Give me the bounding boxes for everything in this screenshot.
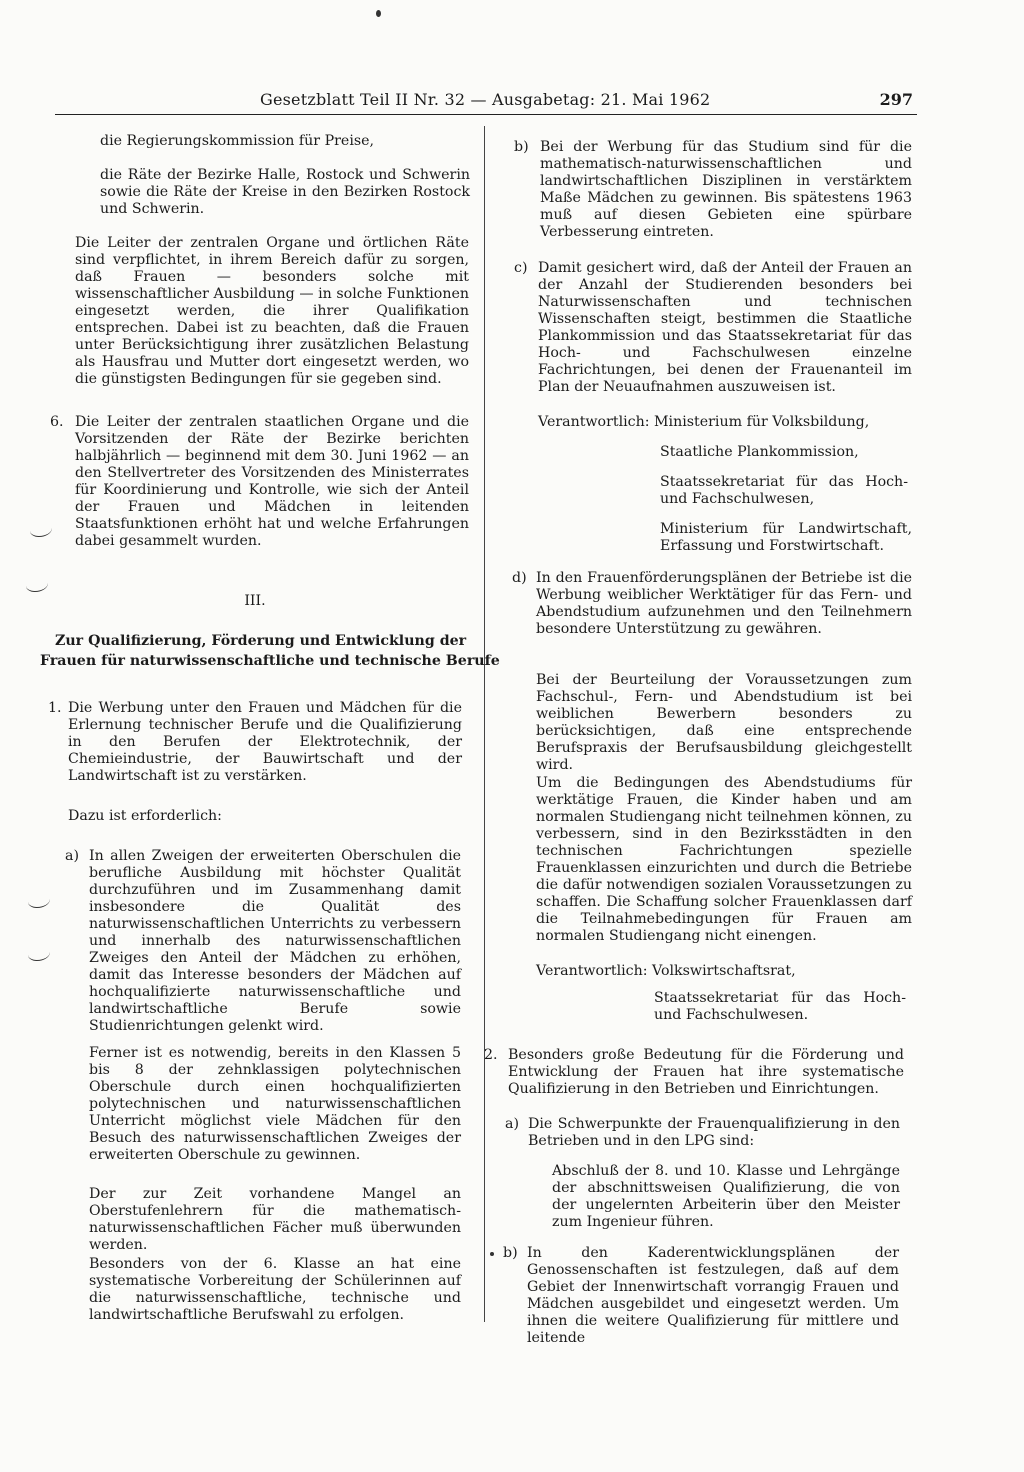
item-1-marker: 1. bbox=[48, 700, 62, 716]
page-header bbox=[55, 90, 917, 114]
responsible-1-label: Verantwortlich: Ministerium für Volksbildung, bbox=[538, 414, 870, 430]
responsible-1-plankommission: Staatliche Plankommission, bbox=[660, 444, 859, 460]
responsible-1-landwirtschaft: Ministerium für Landwirtschaft, Erfassung und Forstwirtschaft. bbox=[660, 521, 912, 554]
item-b2-marker: b) bbox=[503, 1245, 518, 1261]
paragraph-leiter: Die Leiter der zentralen Organe und örtlichen Räte sind verpflichtet, in ihrem Bereich dafür zu sorgen, daß Frauen — besonders solche mit wissenschaftlicher Ausbildung — in solche Funktionen eingesetzt werden, die ihrer Qualifikation entsprechen. Dabei ist zu beachten, daß die Frauen unter Berücksichtigung ihrer zusätzlichen Belastung als Hausfrau und Mutter dort eingesetzt werden, wo die günstigsten Bedingungen für sie gegeben sind. bbox=[75, 235, 469, 387]
scan-speck bbox=[490, 1252, 494, 1256]
intro-line-2: die Räte der Bezirke Halle, Rostock und Schwerin sowie die Räte der Kreise in den Bezirken Rostock und Schwerin. bbox=[100, 167, 470, 217]
item-b2-text: In den Kaderentwicklungsplänen der Genossenschaften ist festzulegen, daß auf dem Gebiet der Innenwirtschaft vorrangig Frauen und Mädchen ausgebildet und eingesetzt werden. Um ihnen die weitere Qualifizierung für mittlere und leitende bbox=[527, 1245, 899, 1346]
item-b-marker: b) bbox=[514, 139, 529, 155]
item-c-text: Damit gesichert wird, daß der Anteil der Frauen an der Anzahl der Studierenden besonders bei Naturwissenschaften und technischen Wissenschaften steigt, bestimmen die Staatliche Plankommission und das Staatssekretariat für das Hoch- und Fachschulwesen einzelne Fachrichtungen, bei denen der Frauenanteil im Plan der Neuaufnahmen auszuweisen ist. bbox=[538, 260, 912, 395]
item-a-marker: a) bbox=[65, 848, 79, 864]
scan-speck bbox=[376, 10, 381, 17]
paragraph-ferner: Ferner ist es notwendig, bereits in den Klassen 5 bis 8 der zehnklassigen polytechnischen Oberschule durch einen hochqualifizierten polytechnischen und naturwissenschaftlichen Unterricht möglichst viele Mädchen für den Besuch des naturwissenschaftlichen Zweiges der erweiterten Oberschule zu gewinnen. bbox=[89, 1045, 461, 1163]
margin-pencil-mark bbox=[28, 946, 50, 961]
item-d-marker: d) bbox=[512, 570, 527, 586]
responsible-2-staatssekretariat: Staatssekretariat für das Hoch- und Fachschulwesen. bbox=[654, 990, 906, 1023]
intro-line-1: die Regierungskommission für Preise, bbox=[100, 133, 375, 149]
responsible-2-label: Verantwortlich: Volkswirtschaftsrat, bbox=[536, 963, 796, 979]
paragraph-besonders: Besonders von der 6. Klasse an hat eine systematische Vorbereitung der Schülerinnen auf die naturwissenschaftliche, technische und landwirtschaftliche Berufswahl zu erfolgen. bbox=[89, 1256, 461, 1323]
item-a2-text: Die Schwerpunkte der Frauenqualifizierung in den Betrieben und in den LPG sind: bbox=[528, 1116, 900, 1149]
paragraph-bedingungen: Um die Bedingungen des Abendstudiums für werktätige Frauen, die Kinder haben und am normalen Studiengang nicht teilnehmen können, zu verbessern, sind in den Bezirksstädten in den technischen Fachrichtungen spezielle Frauenklassen einzurichten und durch die Betriebe die dafür notwendigen sozialen Voraussetzungen zu schaffen. Die Schaffung solcher Frauenklassen darf die Teilnahmebedingungen für Frauen am normalen Studiengang nicht einengen. bbox=[536, 775, 912, 944]
item-1-text: Die Werbung unter den Frauen und Mädchen für die Erlernung technischer Berufe und die Qualifizierung in den Berufen der Elektrotechnik, der Chemieindustrie, der Bauwirtschaft und der Landwirtschaft ist zu verstärken. bbox=[68, 700, 462, 784]
margin-pencil-mark bbox=[28, 893, 50, 908]
section-title-line-2: Frauen für naturwissenschaftliche und technische Berufe bbox=[40, 653, 500, 669]
item-d-text: In den Frauenförderungsplänen der Betriebe ist die Werbung weiblicher Werktätiger für das Fern- und Abendstudium aufzunehmen und den Teilnehmern besondere Unterstützung zu gewähren. bbox=[536, 570, 912, 637]
item-a-text: In allen Zweigen der erweiterten Oberschulen die berufliche Ausbildung mit höchster Qualität durchzuführen und im Zusammenhang damit insbesondere die Qualität des naturwissenschaftlichen Unterrichts zu verbessern und innerhalb des naturwissenschaftlichen Zweiges den Anteil der Mädchen zu erhöhen, damit das Interesse besonders der Mädchen auf hochqualifizierte naturwissenschaftliche und landwirtschaftliche Berufe sowie Studienrichtungen gelenkt wird. bbox=[89, 848, 461, 1034]
dazu-line: Dazu ist erforderlich: bbox=[68, 808, 222, 824]
item-2-text: Besonders große Bedeutung für die Förderung und Entwicklung der Frauen hat ihre systematische Qualifizierung in den Betrieben und Einrichtungen. bbox=[508, 1047, 904, 1097]
section-title-line-1: Zur Qualifizierung, Förderung und Entwicklung der bbox=[55, 633, 467, 649]
responsible-1-staatssekretariat: Staatssekretariat für das Hoch- und Fachschulwesen, bbox=[660, 474, 908, 507]
item-6-marker: 6. bbox=[50, 414, 64, 430]
margin-pencil-mark bbox=[26, 577, 48, 592]
section-number: III. bbox=[244, 593, 266, 609]
column-divider bbox=[484, 126, 485, 1322]
item-c-marker: c) bbox=[514, 260, 528, 276]
paragraph-mangel: Der zur Zeit vorhandene Mangel an Oberstufenlehrern für die mathematisch-naturwissenschaftlichen Fächer muß überwunden werden. bbox=[89, 1186, 461, 1253]
paragraph-beurteilung: Bei der Beurteilung der Voraussetzungen zum Fachschul-, Fern- und Abendstudium ist bei weiblichen Bewerbern besonders zu berücksichtigen, daß eine entsprechende Berufspraxis der Berufsausbildung gleichgestellt wird. bbox=[536, 672, 912, 773]
header-rule bbox=[55, 114, 917, 115]
gazette-title: Gesetzblatt Teil II Nr. 32 — Ausgabetag: 21. Mai 1962 bbox=[260, 90, 711, 109]
paragraph-abschluss: Abschluß der 8. und 10. Klasse und Lehrgänge der abschnittsweisen Qualifizierung, die von der ungelernten Arbeiterin über den Meister zum Ingenieur führen. bbox=[552, 1163, 900, 1230]
margin-pencil-mark bbox=[30, 522, 52, 537]
item-a2-marker: a) bbox=[505, 1116, 519, 1132]
item-6-text: Die Leiter der zentralen staatlichen Organe und die Vorsitzenden der Räte der Bezirke berichten halbjährlich — beginnend mit dem 30. Juni 1962 — an den Stellvertreter des Vorsitzenden des Ministerrates für Koordinierung und Kontrolle, wie sich der Anteil der Frauen und Mädchen in leitenden Staatsfunktionen erhöht hat und welche Erfahrungen dabei gesammelt wurden. bbox=[75, 414, 469, 549]
item-2-marker: 2. bbox=[484, 1047, 498, 1063]
page-number: 297 bbox=[879, 90, 913, 109]
item-b-text: Bei der Werbung für das Studium sind für die mathematisch-naturwissenschaftlichen und landwirtschaftlichen Disziplinen in verstärktem Maße Mädchen zu gewinnen. Bis spätestens 1963 muß auf diesen Gebieten eine spürbare Verbesserung eintreten. bbox=[540, 139, 912, 240]
